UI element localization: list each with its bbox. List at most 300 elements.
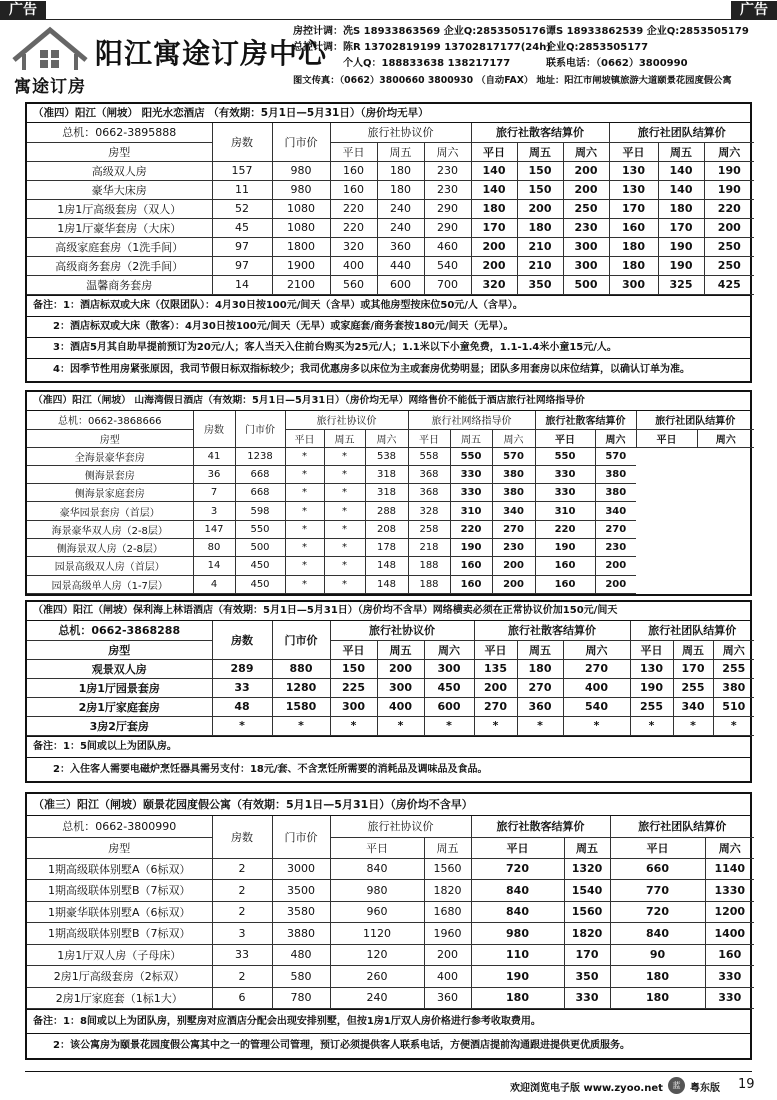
price-cell: 200 xyxy=(424,944,471,966)
price-cell: 668 xyxy=(235,484,285,502)
price-cell: 540 xyxy=(424,256,471,275)
day-saturday: 周六 xyxy=(424,640,474,659)
price-cell: 180 xyxy=(610,987,705,1009)
price-cell: * xyxy=(324,538,365,556)
table-row xyxy=(27,502,754,520)
price-cell: 230 xyxy=(563,218,609,237)
table-row xyxy=(27,237,754,256)
price-cell: 225 xyxy=(330,678,377,697)
price-cell: 2 xyxy=(212,858,272,880)
price-cell: 188 xyxy=(408,575,450,593)
price-cell: 400 xyxy=(377,697,424,716)
price-cell: 170 xyxy=(673,659,713,678)
contact-line: 联系电话：（0662）3800990 xyxy=(546,58,688,69)
day-friday: 周五 xyxy=(377,142,424,161)
price-cell: 148 xyxy=(365,557,408,575)
price-cell: 325 xyxy=(658,275,704,294)
note-line: 备注：1：8间或以上为团队房，别墅房对应酒店分配会出现安排别墅，但按1房1厅双人房价格进行参考收取费用。 xyxy=(27,1009,750,1033)
room-type-cell: 温馨商务套房 xyxy=(27,275,212,294)
price-cell: 170 xyxy=(471,218,517,237)
price-cell: 1680 xyxy=(424,901,471,923)
note-line: 备注：1：酒店标双或大床（仅限团队）：4月30日按100元/间天（含早）或其他房型按床位50元/人（含早）。 xyxy=(27,295,750,316)
day-friday: 周五 xyxy=(424,837,471,858)
price-cell: 1080 xyxy=(272,199,330,218)
price-cell: 170 xyxy=(658,218,704,237)
table-row xyxy=(27,520,754,538)
room-type-cell: 侧海景家庭套房 xyxy=(27,484,193,502)
col-group-team: 旅行社团队结算价 xyxy=(610,816,754,837)
day-saturday: 周六 xyxy=(492,429,535,447)
room-type-cell: 海景豪华双人房（2-8层） xyxy=(27,520,193,538)
room-type-cell: 全海景豪华套房 xyxy=(27,447,193,465)
note-line: 3：酒店5月其自助早提前预订为20元/人；客人当天入住前台购买为25元/人；1.1米以下小童免费，1.1-1.4米小童15元/人。 xyxy=(27,337,750,358)
price-cell: 425 xyxy=(704,275,754,294)
ad-label-left: 广告 xyxy=(0,1,46,20)
price-cell: 97 xyxy=(212,256,272,275)
col-group-team: 旅行社团队结算价 xyxy=(630,621,754,640)
contact-line: 图文传真：（0662）3800660 3800930 （自动FAX） 地址：阳江市闸坡镇旅游大道颐景花园度假公寓 xyxy=(293,75,732,86)
price-cell: 200 xyxy=(595,557,636,575)
price-cell: 318 xyxy=(365,465,408,483)
col-rack: 门市价 xyxy=(272,123,330,161)
col-room-type: 房型 xyxy=(27,429,193,447)
section-title: （准四）阳江（闸坡）保利海上林语酒店（有效期：5月1日—5月31日）（房价均不含早）网络横卖必须在正常协议价加150元/间天 xyxy=(27,602,750,621)
price-cell: 1140 xyxy=(705,858,754,880)
price-cell: 3580 xyxy=(272,901,330,923)
price-cell: 550 xyxy=(535,447,595,465)
col-group-fit: 旅行社散客结算价 xyxy=(474,621,630,640)
table-row xyxy=(27,987,754,1009)
price-cell: * xyxy=(324,465,365,483)
price-cell: 255 xyxy=(673,678,713,697)
room-type-cell: 园景高级单人房（1-7层） xyxy=(27,575,193,593)
page-number: 19 xyxy=(738,1077,755,1092)
col-rooms: 房数 xyxy=(193,411,235,447)
price-cell: 270 xyxy=(492,520,535,538)
price-cell: 255 xyxy=(630,697,673,716)
price-cell: 180 xyxy=(377,180,424,199)
price-cell: 300 xyxy=(563,237,609,256)
price-cell: * xyxy=(517,716,563,735)
price-cell: 330 xyxy=(450,484,492,502)
day-weekday: 平日 xyxy=(471,837,564,858)
price-table xyxy=(27,816,754,1009)
note-line: 2：该公寓房为颐景花园度假公寓其中之一的管理公司管理，预订必须提供客人联系电话，方便酒店提前沟通跟进提供更优质服务。 xyxy=(27,1033,750,1058)
table-row xyxy=(27,161,754,180)
price-cell: 170 xyxy=(609,199,658,218)
day-friday: 周五 xyxy=(377,640,424,659)
table-row xyxy=(27,218,754,237)
price-cell: 840 xyxy=(471,901,564,923)
day-saturday: 周六 xyxy=(713,640,754,659)
price-cell: 208 xyxy=(365,520,408,538)
price-cell: 160 xyxy=(330,161,377,180)
hotel-phone: 总机：0662-3868288 xyxy=(27,621,212,640)
price-cell: * xyxy=(324,520,365,538)
hotel-section-1 xyxy=(25,102,752,383)
price-cell: 3 xyxy=(193,502,235,520)
room-type-cell: 1期高级联体别墅B（7标双） xyxy=(27,923,212,945)
day-saturday: 周六 xyxy=(704,142,754,161)
price-cell: 270 xyxy=(474,697,517,716)
price-cell: 150 xyxy=(330,659,377,678)
price-cell: 318 xyxy=(365,484,408,502)
price-cell: 130 xyxy=(609,161,658,180)
price-cell: 45 xyxy=(212,218,272,237)
room-type-cell: 2房1厅高级套房（2标双） xyxy=(27,966,212,988)
price-cell: 1560 xyxy=(424,858,471,880)
notes xyxy=(27,295,750,381)
price-cell: 668 xyxy=(235,465,285,483)
price-cell: 140 xyxy=(471,180,517,199)
price-cell: 230 xyxy=(424,161,471,180)
price-cell: 450 xyxy=(235,557,285,575)
table-row xyxy=(27,199,754,218)
hotel-phone: 总机：0662-3895888 xyxy=(27,123,212,142)
price-cell: 840 xyxy=(471,880,564,902)
price-cell: 270 xyxy=(517,678,563,697)
price-cell: 550 xyxy=(235,520,285,538)
price-cell: * xyxy=(285,484,324,502)
price-cell: * xyxy=(324,557,365,575)
price-cell: 320 xyxy=(330,237,377,256)
day-friday: 周五 xyxy=(564,837,610,858)
room-type-cell: 1期豪华联体别墅A（6标双） xyxy=(27,901,212,923)
price-cell: 240 xyxy=(377,218,424,237)
price-cell: 600 xyxy=(424,697,474,716)
price-cell: 880 xyxy=(272,659,330,678)
day-saturday: 周六 xyxy=(365,429,408,447)
table-row xyxy=(27,966,754,988)
price-cell: 328 xyxy=(408,502,450,520)
price-cell: 500 xyxy=(235,538,285,556)
col-group-fit: 旅行社散客结算价 xyxy=(535,411,636,429)
price-cell: 368 xyxy=(408,484,450,502)
price-cell: * xyxy=(272,716,330,735)
price-cell: 300 xyxy=(377,678,424,697)
price-cell: 720 xyxy=(471,858,564,880)
room-type-cell: 1房1厅园景套房 xyxy=(27,678,212,697)
price-cell: 260 xyxy=(330,966,424,988)
table-row xyxy=(27,716,754,735)
price-cell: 1320 xyxy=(564,858,610,880)
price-cell: 330 xyxy=(705,966,754,988)
price-cell: 180 xyxy=(517,659,563,678)
edition-badge: 蓝 xyxy=(668,1077,685,1094)
price-cell: 3500 xyxy=(272,880,330,902)
price-cell: 140 xyxy=(658,180,704,199)
day-friday: 周五 xyxy=(673,640,713,659)
price-cell: * xyxy=(285,520,324,538)
price-cell: 220 xyxy=(330,199,377,218)
price-cell: 230 xyxy=(595,538,636,556)
table-row xyxy=(27,275,754,294)
price-cell: 1820 xyxy=(424,880,471,902)
price-cell: 340 xyxy=(595,502,636,520)
col-rooms: 房数 xyxy=(212,123,272,161)
table-row xyxy=(27,923,754,945)
price-cell: 3 xyxy=(212,923,272,945)
price-cell: 36 xyxy=(193,465,235,483)
price-cell: 1238 xyxy=(235,447,285,465)
col-rack: 门市价 xyxy=(272,816,330,858)
price-cell: 240 xyxy=(377,199,424,218)
price-cell: 580 xyxy=(272,966,330,988)
price-cell: 960 xyxy=(330,901,424,923)
price-cell: 14 xyxy=(212,275,272,294)
price-cell: 350 xyxy=(517,275,563,294)
price-cell: 160 xyxy=(535,575,595,593)
price-cell: 400 xyxy=(563,678,630,697)
note-line: 备注：1：5间或以上为团队房。 xyxy=(27,736,750,757)
bottom-divider xyxy=(25,1071,752,1072)
price-cell: 380 xyxy=(595,484,636,502)
price-cell: 2 xyxy=(212,901,272,923)
room-type-cell: 高级双人房 xyxy=(27,161,212,180)
price-cell: 700 xyxy=(424,275,471,294)
table-row xyxy=(27,901,754,923)
price-cell: 3000 xyxy=(272,858,330,880)
price-cell: 80 xyxy=(193,538,235,556)
price-cell: 33 xyxy=(212,678,272,697)
price-cell: * xyxy=(285,557,324,575)
price-cell: 190 xyxy=(704,161,754,180)
room-type-cell: 高级家庭套房（1洗手间） xyxy=(27,237,212,256)
table-row xyxy=(27,659,754,678)
day-saturday: 周六 xyxy=(705,837,754,858)
table-row xyxy=(27,697,754,716)
price-cell: 380 xyxy=(492,465,535,483)
price-cell: 255 xyxy=(713,659,754,678)
price-cell: * xyxy=(285,447,324,465)
section-title: （准四）阳江（闸坡） 山海湾假日酒店（有效期：5月1日—5月31日）（房价均无早）网络售价不能低于酒店旅行社网络指导价 xyxy=(27,392,750,411)
table-row xyxy=(27,465,754,483)
day-weekday: 平日 xyxy=(330,142,377,161)
table-row xyxy=(27,858,754,880)
price-cell: * xyxy=(424,716,474,735)
col-group-online: 旅行社网络指导价 xyxy=(408,411,535,429)
logo-text: 寓途订房 xyxy=(14,77,86,97)
col-group-agency: 旅行社协议价 xyxy=(330,816,471,837)
price-cell: 510 xyxy=(713,697,754,716)
price-cell: 258 xyxy=(408,520,450,538)
col-rooms: 房数 xyxy=(212,621,272,659)
price-cell: 500 xyxy=(563,275,609,294)
price-cell: 200 xyxy=(704,218,754,237)
price-cell: 300 xyxy=(609,275,658,294)
col-group-team: 旅行社团队结算价 xyxy=(609,123,754,142)
price-cell: 600 xyxy=(377,275,424,294)
price-table xyxy=(27,411,754,594)
price-cell: 250 xyxy=(704,256,754,275)
price-cell: * xyxy=(285,538,324,556)
price-cell: 160 xyxy=(330,180,377,199)
price-cell: 180 xyxy=(610,966,705,988)
col-rack: 门市价 xyxy=(272,621,330,659)
col-room-type: 房型 xyxy=(27,837,212,858)
price-cell: 2 xyxy=(212,880,272,902)
price-cell: 380 xyxy=(595,465,636,483)
price-cell: * xyxy=(713,716,754,735)
price-cell: 400 xyxy=(330,256,377,275)
col-group-agency: 旅行社协议价 xyxy=(330,123,471,142)
room-type-cell: 高级商务套房（2洗手间） xyxy=(27,256,212,275)
contact-line: 房控计调：冼S 18933863569 企业Q:2853505176 xyxy=(293,26,546,37)
price-cell: 210 xyxy=(517,237,563,256)
day-weekday: 平日 xyxy=(330,837,424,858)
price-cell: 780 xyxy=(272,987,330,1009)
price-cell: 350 xyxy=(564,966,610,988)
price-table xyxy=(27,621,754,736)
price-cell: 218 xyxy=(408,538,450,556)
room-type-cell: 豪华园景套房（首层） xyxy=(27,502,193,520)
price-cell: 130 xyxy=(630,659,673,678)
price-cell: 1820 xyxy=(564,923,610,945)
price-cell: 190 xyxy=(471,966,564,988)
price-cell: 200 xyxy=(492,557,535,575)
price-cell: 41 xyxy=(193,447,235,465)
price-cell: 368 xyxy=(408,465,450,483)
price-cell: 180 xyxy=(471,987,564,1009)
room-type-cell: 园景高级双人房（首层） xyxy=(27,557,193,575)
price-cell: 170 xyxy=(564,944,610,966)
hotel-phone: 总机：0662-3800990 xyxy=(27,816,212,837)
note-line: 2：酒店标双或大床（散客）：4月30日按100元/间天（无早）或家庭套/商务套按180元/间天（无早）。 xyxy=(27,316,750,337)
room-type-cell: 1期高级联体别墅B（7标双） xyxy=(27,880,212,902)
price-cell: 160 xyxy=(450,557,492,575)
price-cell: 200 xyxy=(474,678,517,697)
day-friday: 周五 xyxy=(324,429,365,447)
price-cell: 310 xyxy=(450,502,492,520)
price-cell: 980 xyxy=(272,180,330,199)
price-cell: 450 xyxy=(235,575,285,593)
price-cell: 200 xyxy=(563,161,609,180)
price-cell: 230 xyxy=(424,180,471,199)
room-type-cell: 侧海景套房 xyxy=(27,465,193,483)
price-cell: 180 xyxy=(609,237,658,256)
price-cell: 190 xyxy=(704,180,754,199)
price-cell: 180 xyxy=(658,199,704,218)
hotel-section-3 xyxy=(25,600,752,783)
price-cell: 320 xyxy=(471,275,517,294)
price-cell: 1960 xyxy=(424,923,471,945)
col-room-type: 房型 xyxy=(27,640,212,659)
day-friday: 周五 xyxy=(517,142,563,161)
price-cell: 230 xyxy=(492,538,535,556)
price-cell: 770 xyxy=(610,880,705,902)
price-cell: 120 xyxy=(330,944,424,966)
price-cell: 1120 xyxy=(330,923,424,945)
price-cell: 188 xyxy=(408,557,450,575)
day-weekday: 平日 xyxy=(610,837,705,858)
table-row xyxy=(27,944,754,966)
room-type-cell: 侧海景双人房（2-8层） xyxy=(27,538,193,556)
day-weekday: 平日 xyxy=(535,429,595,447)
price-cell: 290 xyxy=(424,218,471,237)
price-cell: 220 xyxy=(450,520,492,538)
day-friday: 周五 xyxy=(658,142,704,161)
table-row xyxy=(27,256,754,275)
table-row xyxy=(27,180,754,199)
note-line: 2：入住客人需要电磁炉烹饪器具需另支付：18元/套、不含烹饪所需要的消耗品及调味品及食品。 xyxy=(27,757,750,781)
ad-label-right: 广告 xyxy=(731,1,777,20)
price-cell: 450 xyxy=(424,678,474,697)
contact-line: 谭S 18933862539 企业Q:2853505179 xyxy=(546,26,749,37)
price-cell: * xyxy=(330,716,377,735)
price-cell: 840 xyxy=(330,858,424,880)
price-cell: 480 xyxy=(272,944,330,966)
price-cell: 440 xyxy=(377,256,424,275)
price-cell: * xyxy=(285,465,324,483)
price-cell: 90 xyxy=(610,944,705,966)
room-type-cell: 1房1厅豪华套房（大床） xyxy=(27,218,212,237)
price-cell: 330 xyxy=(535,484,595,502)
price-cell: * xyxy=(377,716,424,735)
price-cell: 330 xyxy=(450,465,492,483)
price-cell: 33 xyxy=(212,944,272,966)
price-table xyxy=(27,123,754,295)
price-cell: 140 xyxy=(471,161,517,180)
price-cell: 6 xyxy=(212,987,272,1009)
price-cell: * xyxy=(285,575,324,593)
price-cell: 250 xyxy=(563,199,609,218)
day-saturday: 周六 xyxy=(595,429,636,447)
price-cell: * xyxy=(212,716,272,735)
price-cell: 180 xyxy=(609,256,658,275)
price-cell: * xyxy=(630,716,673,735)
price-cell: 300 xyxy=(330,697,377,716)
price-cell: 289 xyxy=(212,659,272,678)
price-cell: 190 xyxy=(450,538,492,556)
price-cell: 110 xyxy=(471,944,564,966)
price-cell: 200 xyxy=(471,256,517,275)
edition-label: 粤东版 xyxy=(690,1083,720,1094)
price-cell: * xyxy=(324,502,365,520)
price-cell: 160 xyxy=(705,944,754,966)
price-cell: 200 xyxy=(471,237,517,256)
price-cell: 660 xyxy=(610,858,705,880)
price-cell: 1560 xyxy=(564,901,610,923)
day-weekday: 平日 xyxy=(285,429,324,447)
room-type-cell: 1房1厅双人房（子母床） xyxy=(27,944,212,966)
day-saturday: 周六 xyxy=(563,640,630,659)
price-cell: 130 xyxy=(609,180,658,199)
price-cell: * xyxy=(563,716,630,735)
price-cell: 200 xyxy=(517,199,563,218)
footer-text: 欢迎浏览电子版 www.zyoo.net xyxy=(510,1083,663,1094)
col-room-type: 房型 xyxy=(27,142,212,161)
price-cell: 300 xyxy=(563,256,609,275)
price-cell: 200 xyxy=(377,659,424,678)
price-cell: 160 xyxy=(535,557,595,575)
price-cell: 200 xyxy=(595,575,636,593)
price-cell: 190 xyxy=(630,678,673,697)
price-cell: 148 xyxy=(365,575,408,593)
price-cell: 190 xyxy=(535,538,595,556)
price-cell: 360 xyxy=(424,987,471,1009)
price-cell: 1280 xyxy=(272,678,330,697)
price-cell: 400 xyxy=(424,966,471,988)
price-cell: 2 xyxy=(212,966,272,988)
section-title: （准三）阳江（闸坡）颐景花园度假公寓（有效期：5月1日—5月31日）（房价均不含早） xyxy=(27,794,750,816)
table-row xyxy=(27,678,754,697)
price-cell: 310 xyxy=(535,502,595,520)
price-cell: 558 xyxy=(408,447,450,465)
day-friday: 周五 xyxy=(517,640,563,659)
price-cell: 570 xyxy=(595,447,636,465)
hotel-section-2 xyxy=(25,390,752,596)
day-weekday: 平日 xyxy=(408,429,450,447)
